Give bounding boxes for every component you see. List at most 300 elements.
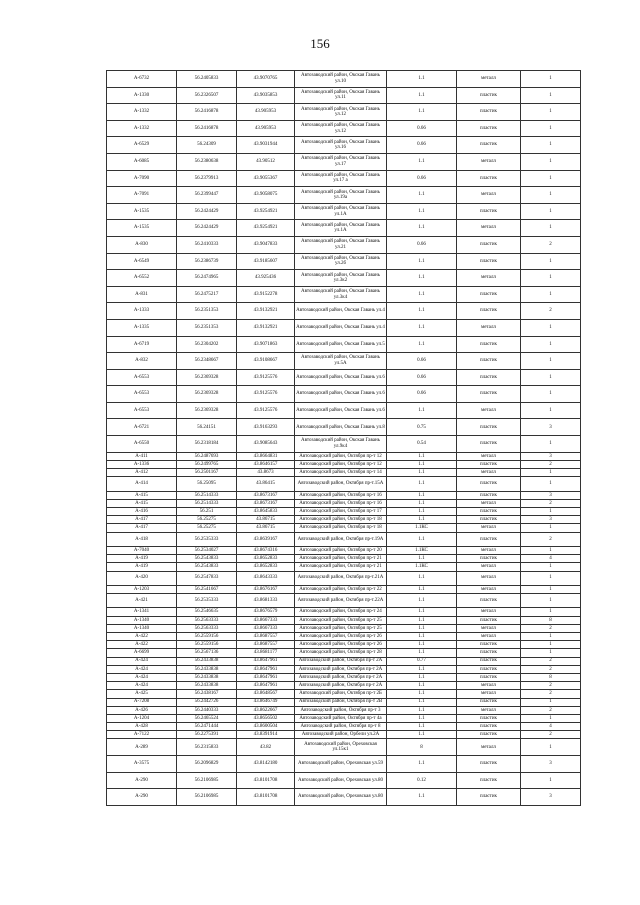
longitude-cell: 43.8667333: [237, 624, 295, 632]
site-id-cell: А-1341: [107, 608, 177, 616]
latitude-cell: 56.2433838: [177, 657, 237, 665]
table-row: [107, 477, 581, 491]
material-cell: пластик: [457, 286, 521, 303]
address-cell: Автозаводский район, Октября пр-т 16: [295, 491, 387, 499]
material-cell: пластик: [457, 532, 521, 546]
longitude-cell: 43.8687557: [237, 641, 295, 649]
address-cell: Автозаводский район, Окская Гавань ул.6: [295, 386, 387, 403]
count-cell: 1: [521, 353, 581, 370]
count-cell: 2: [521, 690, 581, 698]
material-cell: металл: [457, 153, 521, 170]
longitude-cell: 43.8622667: [237, 706, 295, 714]
latitude-cell: 56.2433838: [177, 673, 237, 681]
material-cell: пластик: [457, 594, 521, 608]
table-row: [107, 436, 581, 453]
material-cell: пластик: [457, 491, 521, 499]
address-cell: Автозаводский район, Октября пр-т 28: [295, 649, 387, 657]
material-cell: металл: [457, 739, 521, 756]
address-cell: Автозаводский район, Окская Гавань ул.17: [295, 153, 387, 170]
site-id-cell: А-415: [107, 499, 177, 507]
volume-cell: 1.1: [387, 452, 457, 460]
count-cell: 3: [521, 516, 581, 524]
latitude-cell: 56.2541667: [177, 585, 237, 593]
longitude-cell: 43.8652833: [237, 563, 295, 571]
latitude-cell: 56.251: [177, 507, 237, 515]
count-cell: 1: [521, 594, 581, 608]
table-row: [107, 220, 581, 237]
latitude-cell: 56.25275: [177, 516, 237, 524]
count-cell: 1: [521, 270, 581, 287]
latitude-cell: 56.2471444: [177, 723, 237, 731]
latitude-cell: 56.2275391: [177, 731, 237, 739]
material-cell: металл: [457, 546, 521, 554]
latitude-cell: 56.2399447: [177, 187, 237, 204]
table-row: [107, 571, 581, 585]
latitude-cell: 56.2534027: [177, 546, 237, 554]
count-cell: 1: [521, 436, 581, 453]
longitude-cell: 43.8101708: [237, 772, 295, 789]
latitude-cell: 56.2348667: [177, 353, 237, 370]
address-cell: Автозаводский район, Октября пр-т 8: [295, 723, 387, 731]
material-cell: пластик: [457, 772, 521, 789]
material-cell: пластик: [457, 436, 521, 453]
table-row: [107, 270, 581, 287]
site-id-cell: А-422: [107, 641, 177, 649]
site-id-cell: А-289: [107, 739, 177, 756]
table-row: [107, 698, 581, 706]
volume-cell: 0.77: [387, 657, 457, 665]
site-id-cell: А-1335: [107, 319, 177, 336]
site-id-cell: А-416: [107, 507, 177, 515]
volume-cell: 1.1: [387, 491, 457, 499]
material-cell: пластик: [457, 731, 521, 739]
table-row: [107, 402, 581, 419]
volume-cell: 1.1КС: [387, 546, 457, 554]
table-row: [107, 386, 581, 403]
address-cell: Автозаводский район, Ореховская ул.80: [295, 772, 387, 789]
table-row: [107, 303, 581, 320]
volume-cell: 1.1: [387, 731, 457, 739]
latitude-cell: 56.2547833: [177, 571, 237, 585]
latitude-cell: 56.2474965: [177, 270, 237, 287]
table-row: [107, 624, 581, 632]
address-cell: Автозаводский район, Орбели ул.2А: [295, 731, 387, 739]
table-row: [107, 516, 581, 524]
table-row: [107, 723, 581, 731]
site-id-cell: А-832: [107, 353, 177, 370]
longitude-cell: 43.8656502: [237, 714, 295, 722]
address-cell: Автозаводский район, Ореховская ул.59: [295, 756, 387, 773]
site-id-cell: А-412: [107, 469, 177, 477]
table-row: [107, 616, 581, 624]
page-number: 156: [310, 36, 330, 51]
site-id-cell: А-1332: [107, 104, 177, 121]
longitude-cell: 43.9185607: [237, 253, 295, 270]
site-id-cell: А-1204: [107, 714, 177, 722]
latitude-cell: 56.2501167: [177, 469, 237, 477]
address-cell: Автозаводский район, Ореховская ул.15к1: [295, 739, 387, 756]
table-row: [107, 682, 581, 690]
site-id-cell: А-1336: [107, 460, 177, 468]
longitude-cell: 43.8667333: [237, 616, 295, 624]
latitude-cell: 56.2315833: [177, 739, 237, 756]
table-row: [107, 555, 581, 563]
count-cell: 1: [521, 571, 581, 585]
material-cell: пластик: [457, 120, 521, 137]
count-cell: 3: [521, 419, 581, 436]
latitude-cell: 56.2369328: [177, 402, 237, 419]
volume-cell: 1.1: [387, 555, 457, 563]
count-cell: 1: [521, 87, 581, 104]
volume-cell: 1.1: [387, 723, 457, 731]
site-id-cell: А-6721: [107, 419, 177, 436]
count-cell: 2: [521, 665, 581, 673]
volume-cell: 0.54: [387, 436, 457, 453]
site-id-cell: А-7090: [107, 170, 177, 187]
material-cell: пластик: [457, 516, 521, 524]
latitude-cell: 56.2416878: [177, 120, 237, 137]
longitude-cell: 43.9071863: [237, 336, 295, 353]
volume-cell: 1.1: [387, 624, 457, 632]
longitude-cell: 43.8681333: [237, 594, 295, 608]
count-cell: 1: [521, 546, 581, 554]
material-cell: пластик: [457, 419, 521, 436]
address-cell: Автозаводский район, Октября пр-т 2В: [295, 698, 387, 706]
longitude-cell: 43.86715: [237, 524, 295, 532]
site-id-cell: А-6549: [107, 253, 177, 270]
material-cell: пластик: [457, 657, 521, 665]
count-cell: 4: [521, 723, 581, 731]
address-cell: Автозаводский район, Октября пр-т 2А: [295, 682, 387, 690]
material-cell: металл: [457, 319, 521, 336]
address-cell: Автозаводский район, Окская Гавань ул.3к2: [295, 270, 387, 287]
address-cell: Автозаводский район, Октября пр-т 2Б: [295, 690, 387, 698]
table-row: [107, 563, 581, 571]
longitude-cell: 43.8645833: [237, 507, 295, 515]
table-row: [107, 731, 581, 739]
material-cell: пластик: [457, 303, 521, 320]
address-cell: Автозаводский район, Окская Гавань ул.21: [295, 236, 387, 253]
volume-cell: 1.1: [387, 516, 457, 524]
site-id-cell: А-419: [107, 555, 177, 563]
volume-cell: 0.66: [387, 386, 457, 403]
longitude-cell: 43.9125576: [237, 386, 295, 403]
longitude-cell: 43.8646157: [237, 460, 295, 468]
volume-cell: 1.1: [387, 187, 457, 204]
site-id-cell: А-3575: [107, 756, 177, 773]
site-id-cell: А-419: [107, 563, 177, 571]
latitude-cell: 56.2318184: [177, 436, 237, 453]
address-cell: Автозаводский район, Октября пр-т 14: [295, 469, 387, 477]
latitude-cell: 56.2386739: [177, 253, 237, 270]
count-cell: 1: [521, 170, 581, 187]
longitude-cell: 43.9070765: [237, 71, 295, 88]
site-id-cell: А-1340: [107, 616, 177, 624]
volume-cell: 1.1: [387, 319, 457, 336]
table-row: [107, 336, 581, 353]
table-row: [107, 491, 581, 499]
latitude-cell: 56.2567136: [177, 649, 237, 657]
material-cell: металл: [457, 608, 521, 616]
material-cell: пластик: [457, 87, 521, 104]
longitude-cell: 43.8681177: [237, 649, 295, 657]
table-row: [107, 690, 581, 698]
site-id-cell: А-1340: [107, 624, 177, 632]
table-row: [107, 756, 581, 773]
site-id-cell: А-6552: [107, 270, 177, 287]
table-row: [107, 71, 581, 88]
material-cell: пластик: [457, 236, 521, 253]
volume-cell: 1.1: [387, 641, 457, 649]
table-row: [107, 187, 581, 204]
address-cell: Автозаводский район, Октября пр-т 2А: [295, 657, 387, 665]
longitude-cell: 43.86415: [237, 477, 295, 491]
count-cell: 3: [521, 756, 581, 773]
latitude-cell: 56.2514333: [177, 499, 237, 507]
count-cell: 1: [521, 137, 581, 154]
volume-cell: 1.1КС: [387, 524, 457, 532]
volume-cell: 1.1: [387, 220, 457, 237]
count-cell: 2: [521, 706, 581, 714]
volume-cell: 1.1: [387, 571, 457, 585]
volume-cell: 1.1: [387, 608, 457, 616]
table-row: [107, 585, 581, 593]
material-cell: пластик: [457, 253, 521, 270]
material-cell: пластик: [457, 170, 521, 187]
address-cell: Автозаводский район, Окская Гавань ул.12: [295, 104, 387, 121]
material-cell: металл: [457, 682, 521, 690]
longitude-cell: 43.8648567: [237, 690, 295, 698]
address-cell: Автозаводский район, Окская Гавань ул.4: [295, 303, 387, 320]
count-cell: 2: [521, 236, 581, 253]
volume-cell: 1.1: [387, 71, 457, 88]
latitude-cell: 56.2106985: [177, 789, 237, 806]
volume-cell: 1.1: [387, 714, 457, 722]
latitude-cell: 56.2535333: [177, 594, 237, 608]
count-cell: 1: [521, 153, 581, 170]
latitude-cell: 56.2499765: [177, 460, 237, 468]
longitude-cell: 43.9085643: [237, 436, 295, 453]
count-cell: 1: [521, 608, 581, 616]
material-cell: пластик: [457, 137, 521, 154]
latitude-cell: 56.2440333: [177, 706, 237, 714]
count-cell: 1: [521, 563, 581, 571]
address-cell: Автозаводский район, Октября пр-т 18: [295, 524, 387, 532]
address-cell: Автозаводский район, Октября пр-т.15А: [295, 477, 387, 491]
longitude-cell: 43.9047833: [237, 236, 295, 253]
latitude-cell: 56.2487693: [177, 452, 237, 460]
volume-cell: 0.66: [387, 170, 457, 187]
latitude-cell: 56.2559156: [177, 641, 237, 649]
address-cell: Автозаводский район, Окская Гавань ул.8: [295, 419, 387, 436]
material-cell: пластик: [457, 789, 521, 806]
table-row: [107, 657, 581, 665]
site-id-cell: А-428: [107, 723, 177, 731]
latitude-cell: 56.2106985: [177, 772, 237, 789]
count-cell: 1: [521, 772, 581, 789]
table-row: [107, 649, 581, 657]
site-id-cell: А-831: [107, 286, 177, 303]
site-id-cell: А-1535: [107, 220, 177, 237]
latitude-cell: 56.2535333: [177, 532, 237, 546]
table-row: [107, 524, 581, 532]
address-cell: Автозаводский район, Октября пр-т 17: [295, 507, 387, 515]
latitude-cell: 56.2465524: [177, 714, 237, 722]
count-cell: 3: [521, 491, 581, 499]
count-cell: 1: [521, 469, 581, 477]
address-cell: Автозаводский район, Октября пр-т 26: [295, 633, 387, 641]
address-cell: Автозаводский район, Октября пр-т 18: [295, 516, 387, 524]
count-cell: 1: [521, 286, 581, 303]
count-cell: 1: [521, 71, 581, 88]
table-row: [107, 608, 581, 616]
volume-cell: 1.1: [387, 585, 457, 593]
table-row: [107, 137, 581, 154]
table-row: [107, 665, 581, 673]
site-id-cell: А-415: [107, 491, 177, 499]
material-cell: металл: [457, 452, 521, 460]
longitude-cell: 43.8647961: [237, 657, 295, 665]
longitude-cell: 43.82: [237, 739, 295, 756]
longitude-cell: 43.9108667: [237, 353, 295, 370]
volume-cell: 1.1: [387, 460, 457, 468]
volume-cell: 1.1: [387, 153, 457, 170]
material-cell: металл: [457, 585, 521, 593]
count-cell: 2: [521, 303, 581, 320]
longitude-cell: 43.8673: [237, 469, 295, 477]
address-cell: Автозаводский район, Окская Гавань ул.19а: [295, 187, 387, 204]
table-row: [107, 532, 581, 546]
address-cell: Автозаводский район, Октября пр-т 25: [295, 624, 387, 632]
volume-cell: 1.1: [387, 87, 457, 104]
site-id-cell: А-420: [107, 571, 177, 585]
table-row: [107, 772, 581, 789]
count-cell: 1: [521, 402, 581, 419]
volume-cell: 1.1: [387, 665, 457, 673]
material-cell: пластик: [457, 336, 521, 353]
table-row: [107, 507, 581, 515]
material-cell: пластик: [457, 665, 521, 673]
latitude-cell: 56.2559156: [177, 633, 237, 641]
count-cell: 1: [521, 319, 581, 336]
volume-cell: 1.1: [387, 469, 457, 477]
material-cell: пластик: [457, 756, 521, 773]
longitude-cell: 43.905953: [237, 120, 295, 137]
site-id-cell: А-414: [107, 477, 177, 491]
longitude-cell: 43.9125576: [237, 402, 295, 419]
site-id-cell: А-6553: [107, 402, 177, 419]
longitude-cell: 43.8647961: [237, 673, 295, 681]
latitude-cell: 56.2433838: [177, 665, 237, 673]
longitude-cell: 43.9031944: [237, 137, 295, 154]
material-cell: металл: [457, 706, 521, 714]
volume-cell: 1.1: [387, 673, 457, 681]
site-id-cell: А-1332: [107, 120, 177, 137]
longitude-cell: 43.8647961: [237, 682, 295, 690]
material-cell: пластик: [457, 203, 521, 220]
latitude-cell: 56.2433838: [177, 682, 237, 690]
material-cell: металл: [457, 524, 521, 532]
material-cell: металл: [457, 563, 521, 571]
site-id-cell: А-6719: [107, 336, 177, 353]
material-cell: пластик: [457, 353, 521, 370]
table-row: [107, 253, 581, 270]
address-cell: Автозаводский район, Окская Гавань ул.9к4: [295, 436, 387, 453]
address-cell: Автозаводский район, Окская Гавань ул.12: [295, 120, 387, 137]
material-cell: пластик: [457, 386, 521, 403]
address-cell: Автозаводский район, Октября пр-т 16: [295, 499, 387, 507]
volume-cell: 0.66: [387, 353, 457, 370]
site-id-cell: А-830: [107, 236, 177, 253]
count-cell: 1: [521, 507, 581, 515]
table-row: [107, 153, 581, 170]
count-cell: 2: [521, 460, 581, 468]
table-row: [107, 546, 581, 554]
count-cell: 1: [521, 220, 581, 237]
site-id-cell: А-1330: [107, 87, 177, 104]
volume-cell: 1.1: [387, 499, 457, 507]
longitude-cell: 43.8647961: [237, 665, 295, 673]
table-row: [107, 641, 581, 649]
address-cell: Автозаводский район, Октября пр-т 12: [295, 452, 387, 460]
volume-cell: 1.1: [387, 616, 457, 624]
latitude-cell: 56.25275: [177, 524, 237, 532]
latitude-cell: 56.24309: [177, 137, 237, 154]
volume-cell: 1.1: [387, 477, 457, 491]
volume-cell: 1.1: [387, 402, 457, 419]
site-id-cell: А-6529: [107, 137, 177, 154]
table-row: [107, 203, 581, 220]
latitude-cell: 56.25095: [177, 477, 237, 491]
count-cell: 1: [521, 649, 581, 657]
longitude-cell: 43.8101708: [237, 789, 295, 806]
address-cell: Автозаводский район, Октября пр-т 26: [295, 641, 387, 649]
table-row: [107, 104, 581, 121]
material-cell: пластик: [457, 673, 521, 681]
table-row: [107, 789, 581, 806]
count-cell: 1: [521, 714, 581, 722]
longitude-cell: 43.9152278: [237, 286, 295, 303]
material-cell: металл: [457, 71, 521, 88]
material-cell: металл: [457, 270, 521, 287]
site-id-cell: А-6085: [107, 153, 177, 170]
count-cell: 1: [521, 641, 581, 649]
longitude-cell: 43.8652833: [237, 555, 295, 563]
count-cell: 1: [521, 187, 581, 204]
site-id-cell: А-7040: [107, 546, 177, 554]
table-row: [107, 460, 581, 468]
site-id-cell: А-424: [107, 673, 177, 681]
longitude-cell: 43.9254921: [237, 203, 295, 220]
material-cell: пластик: [457, 616, 521, 624]
material-cell: пластик: [457, 714, 521, 722]
container-sites-table: [106, 70, 581, 806]
address-cell: Автозаводский район, Окская Гавань ул.6: [295, 402, 387, 419]
address-cell: Автозаводский район, Октября пр-т.21А: [295, 571, 387, 585]
material-cell: пластик: [457, 698, 521, 706]
volume-cell: 1.1КС: [387, 563, 457, 571]
address-cell: Автозаводский район, Октября пр-т 21: [295, 563, 387, 571]
latitude-cell: 56.2514333: [177, 491, 237, 499]
latitude-cell: 56.2546635: [177, 608, 237, 616]
longitude-cell: 43.9132921: [237, 319, 295, 336]
count-cell: 8: [521, 616, 581, 624]
latitude-cell: 56.2442726: [177, 698, 237, 706]
count-cell: 1: [521, 386, 581, 403]
site-id-cell: А-424: [107, 682, 177, 690]
longitude-cell: 43.925436: [237, 270, 295, 287]
count-cell: 1: [521, 477, 581, 491]
